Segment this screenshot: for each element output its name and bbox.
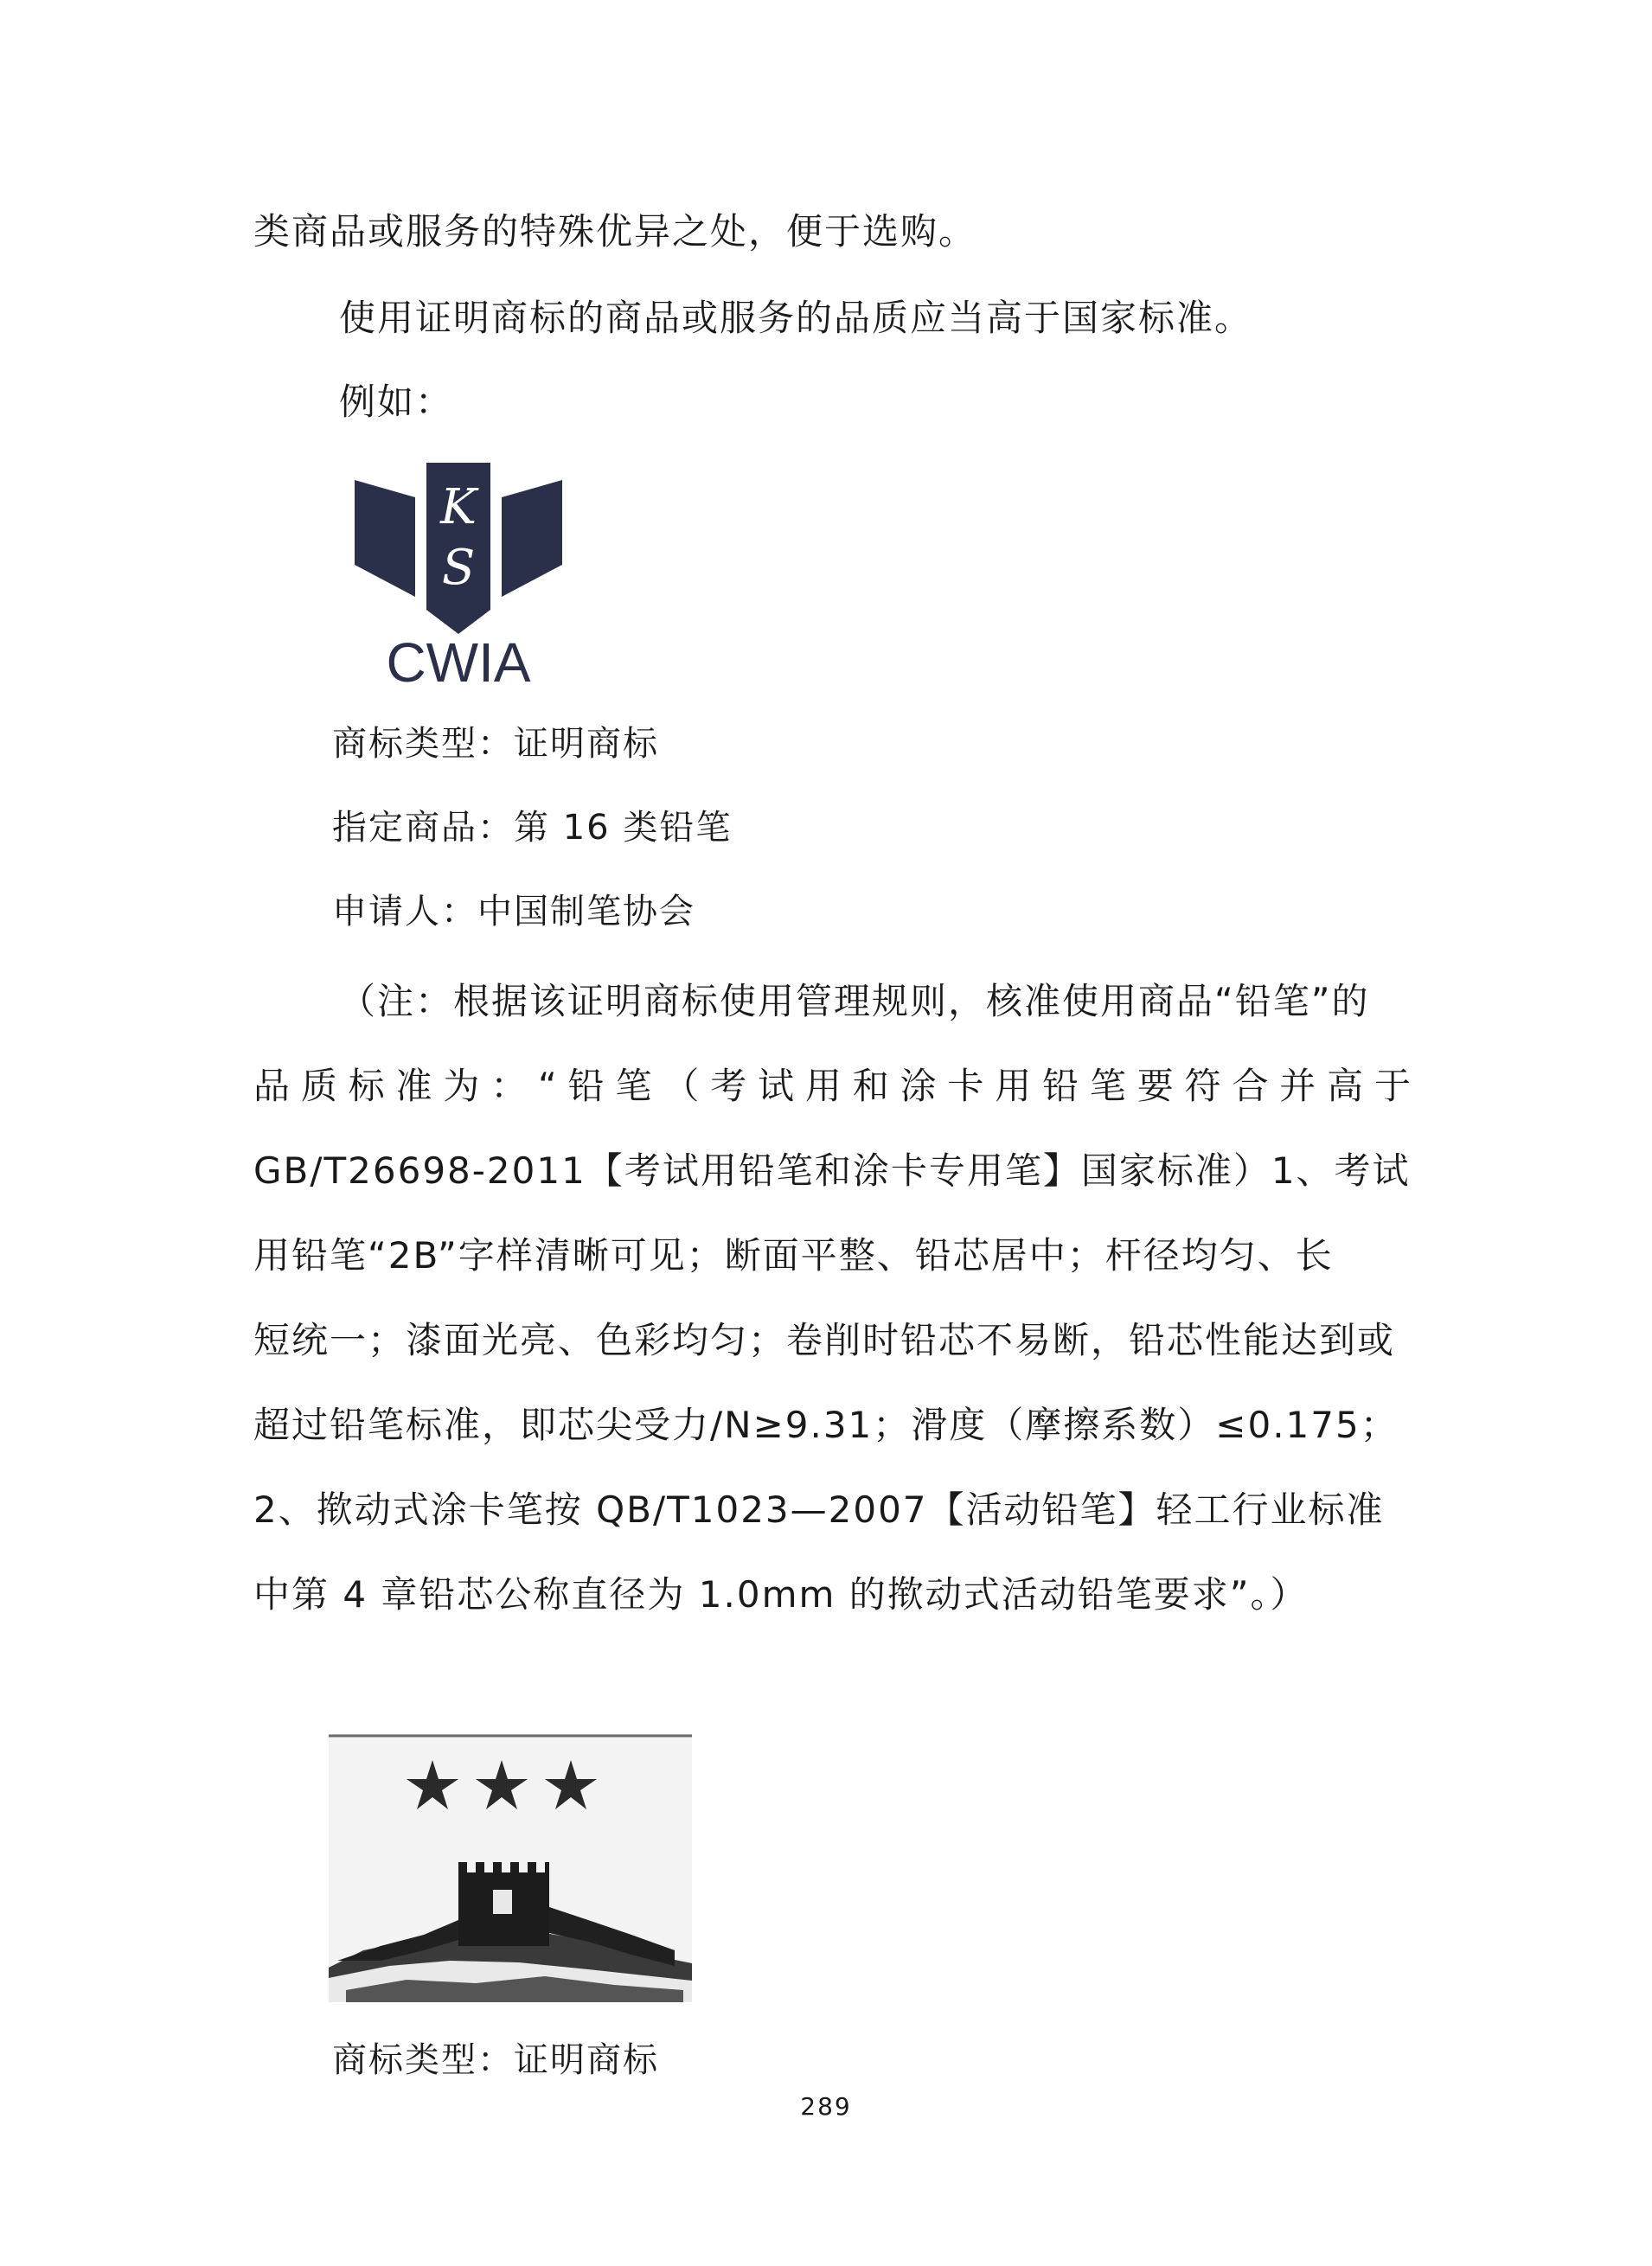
logo-right-wing [502,480,562,597]
note-line: 2、揿动式涂卡笔按 QB/T1023—2007【活动铅笔】轻工行业标准 [253,1488,1385,1531]
logo-letter-k: K [440,479,477,535]
designated-goods: 指定商品：第 16 类铅笔 [332,808,733,848]
logo-letter-s: S [441,540,476,596]
paragraph-line: 使用证明商标的商品或服务的品质应当高于国家标准。 [339,297,1253,339]
cwia-logo [350,463,567,688]
note-line: 超过铅笔标准，即芯尖受力/N≥9.31；滑度（摩擦系数）≤0.175； [253,1404,1399,1446]
paragraph-line: 例如： [339,381,454,423]
note-line: （注：根据该证明商标使用管理规则，核准使用商品“铅笔”的 [339,980,1370,1022]
page-number: 289 [800,2092,852,2121]
trademark-type: 商标类型：证明商标 [332,724,659,764]
logo-left-wing [355,480,415,597]
trademark-type: 商标类型：证明商标 [332,2040,659,2080]
note-line: 短统一；漆面光亮、色彩均匀；卷削时铅芯不易断，铅芯性能达到或 [253,1319,1396,1361]
logo-text-cwia: CWIA [386,631,531,688]
paragraph-line: 类商品或服务的特殊优异之处，便于选购。 [253,210,977,253]
great-wall-logo [329,1734,692,2002]
note-line: 用铅笔“2B”字样清晰可见；断面平整、铅芯居中；杆径均匀、长 [253,1234,1334,1277]
applicant: 申请人：中国制笔协会 [332,892,695,931]
note-line: 品质标准为：“铅笔（考试用和涂卡用铅笔要符合并高于 [253,1065,1412,1107]
tower-window [493,1890,512,1914]
note-line: 中第 4 章铅芯公称直径为 1.0mm 的揿动式活动铅笔要求”。） [253,1573,1309,1616]
logo-pencil-tip [426,610,490,634]
note-line: GB/T26698-2011【考试用铅笔和涂卡专用笔】国家标准）1、考试 [253,1149,1411,1192]
